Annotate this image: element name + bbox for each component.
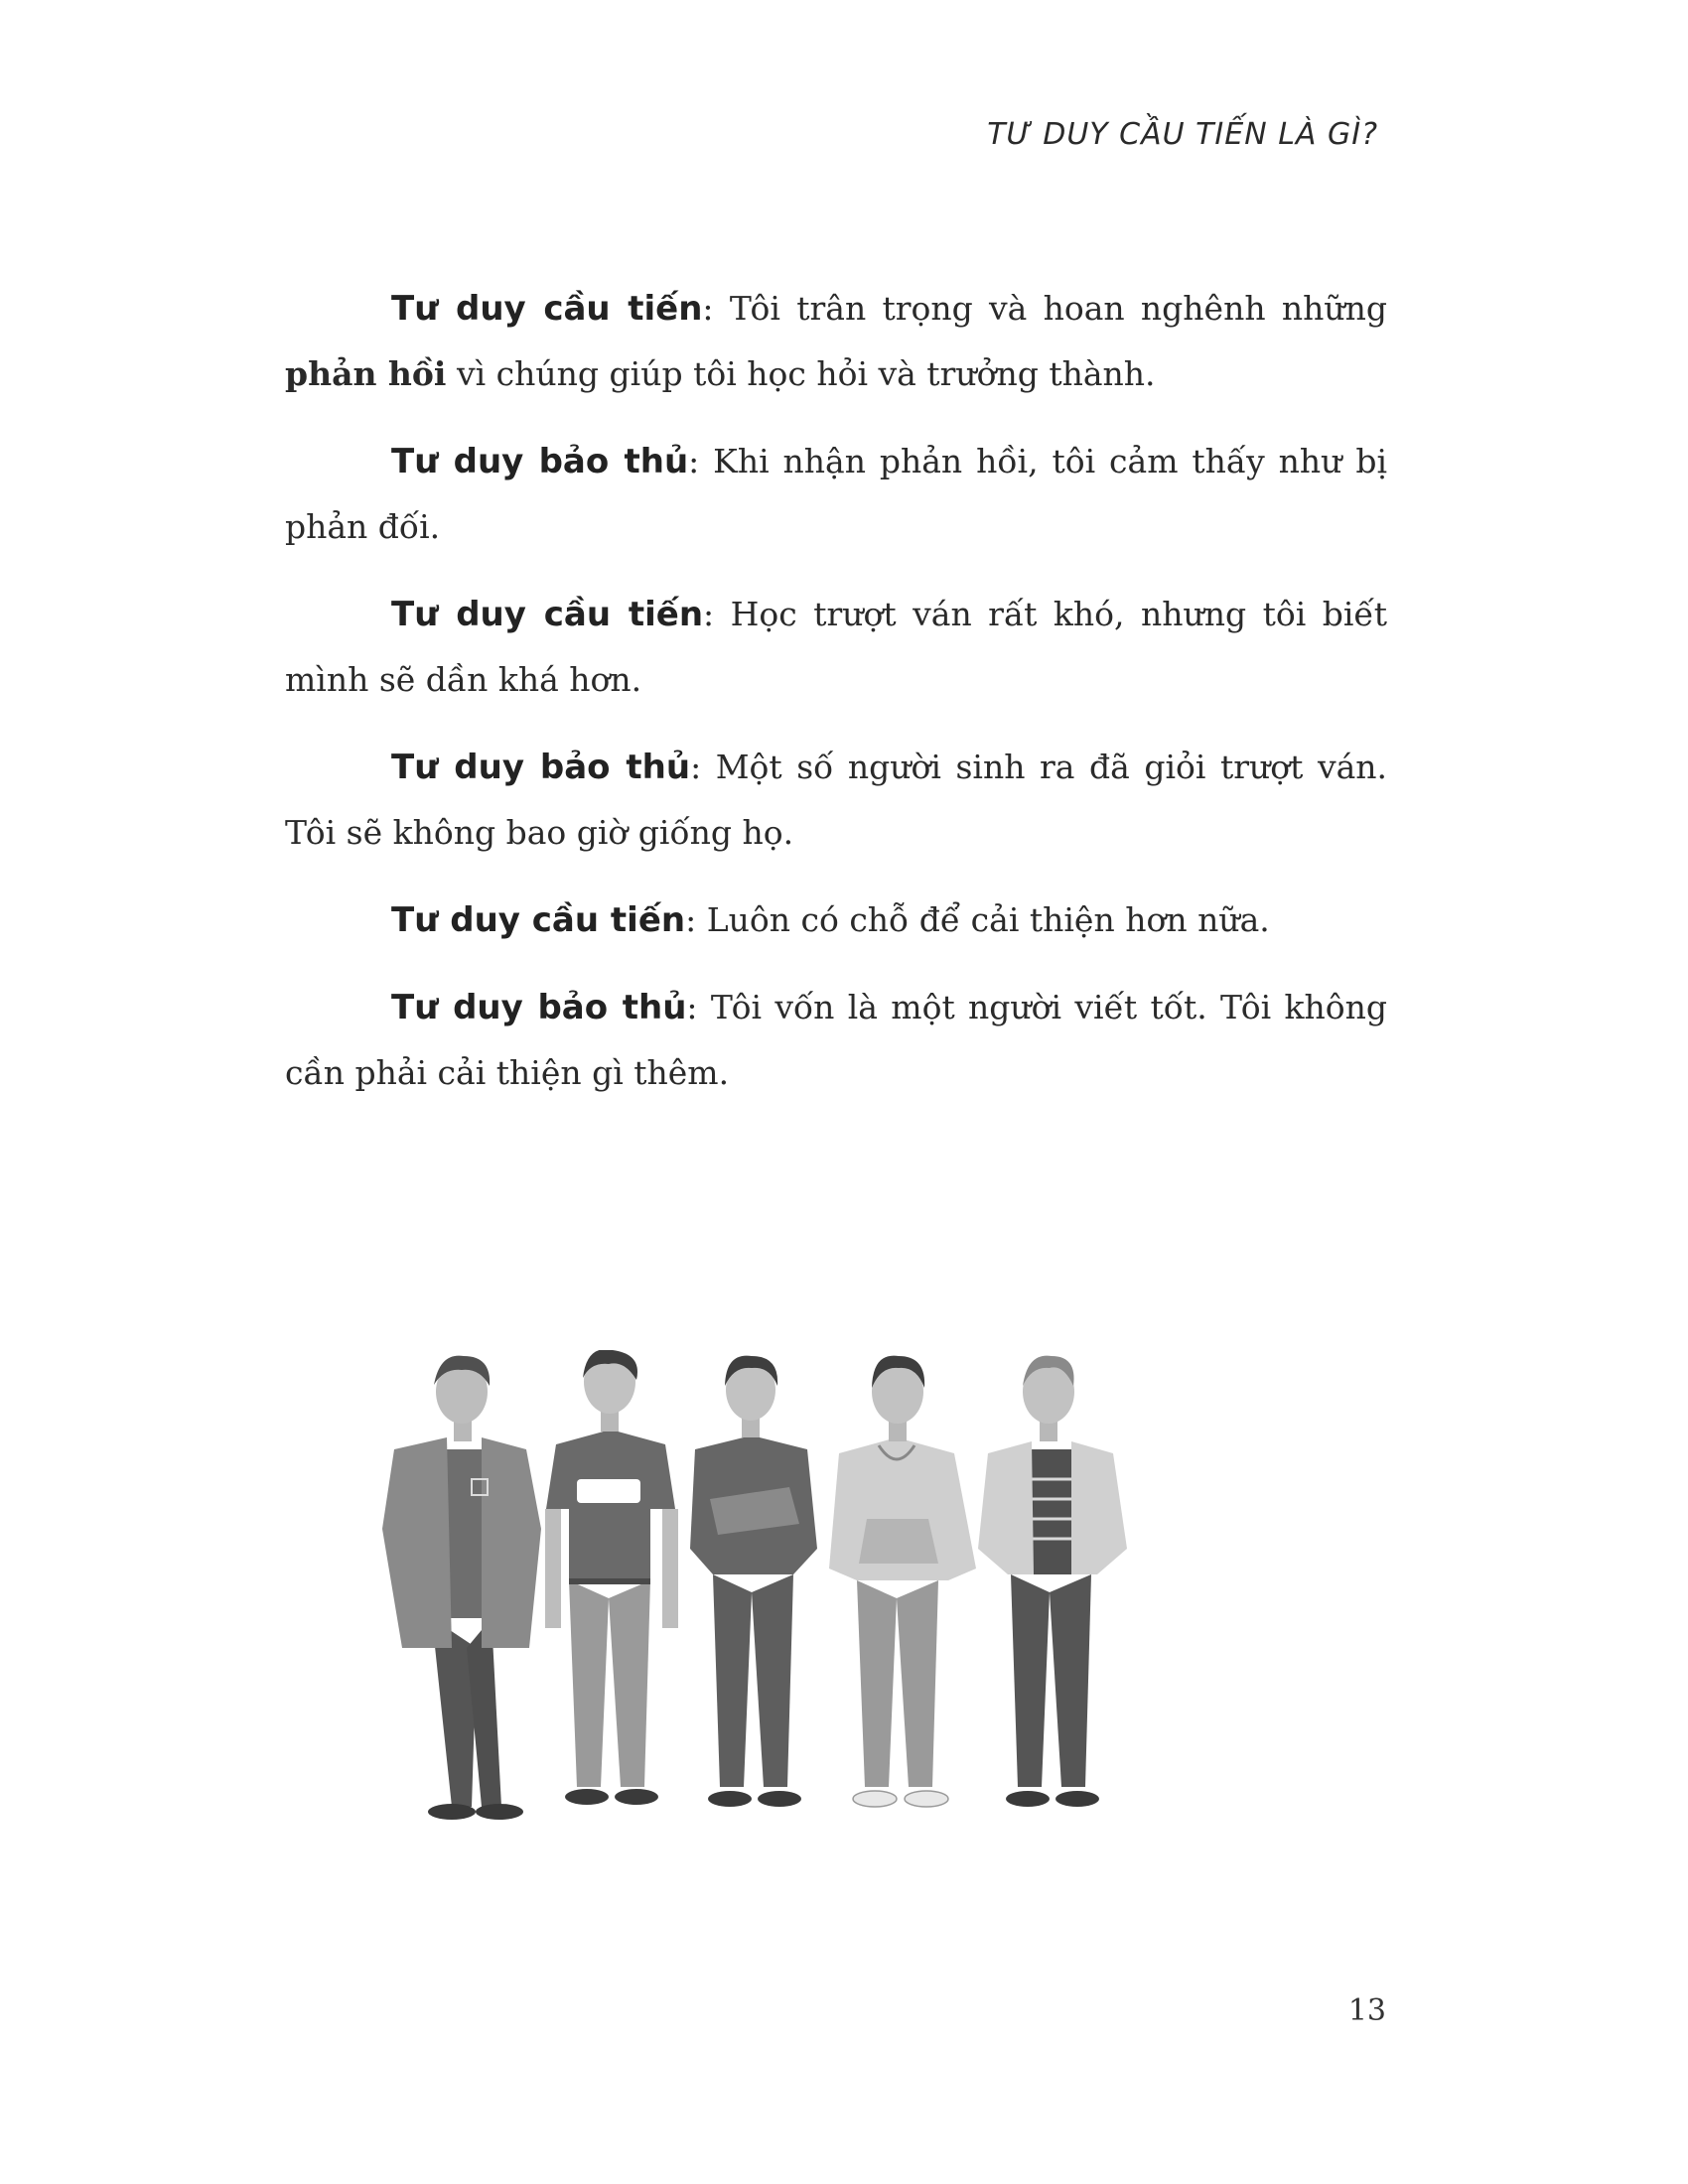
paragraph-label: Tư duy bảo thủ [391,988,687,1027]
paragraph-3 [285,582,1387,713]
paragraph-4 [285,735,1387,866]
paragraph-2 [285,429,1387,560]
person-2-figure [545,1350,678,1805]
paragraph-6 [285,975,1387,1106]
person-5-figure [978,1356,1127,1807]
page-number: 13 [1347,1993,1386,2028]
paragraph-text: Tôi trân trọng và hoan nghênh những [713,289,1387,328]
person-4-figure [829,1356,976,1807]
paragraph-label: Tư duy cầu tiến [391,595,704,634]
person-1-figure [382,1356,541,1820]
group-of-young-men-illustration [352,1350,1326,1876]
body-text [285,276,1387,1128]
paragraph-text: Học trượt ván rất khó, nhưng tôi biết mình sẽ dần khá hơn. [285,595,1388,699]
paragraph-5 [285,887,1387,953]
label-separator: : [688,442,700,480]
paragraph-text: Khi nhận phản hồi, tôi cảm thấy như bị phản đối. [285,442,1388,546]
paragraph-label: Tư duy cầu tiến [391,900,686,940]
paragraph-text: Một số người sinh ra đã giỏi trượt ván. Tôi sẽ không bao giờ giống họ. [285,748,1387,852]
running-header: TƯ DUY CẦU TIẾN LÀ GÌ? [987,117,1378,152]
label-separator: : [685,900,697,939]
paragraph-label: Tư duy bảo thủ [391,442,689,481]
label-separator: : [686,988,698,1026]
paragraph-label: Tư duy cầu tiến [391,289,703,329]
paragraph-text: Luôn có chỗ để cải thiện hơn nữa. [696,900,1270,939]
paragraph-1 [285,276,1387,407]
paragraph-label: Tư duy bảo thủ [391,748,691,787]
label-separator: : [690,748,702,786]
label-separator: : [703,595,715,633]
person-3-figure [690,1356,817,1807]
emphasized-term: phản hồi [285,354,447,393]
label-separator: : [702,289,714,328]
paragraph-text: Tôi vốn là một người viết tốt. Tôi không cần phải cải thiện gì thêm. [285,988,1387,1092]
paragraph-text: vì chúng giúp tôi học hỏi và trưởng thành. [446,354,1156,393]
